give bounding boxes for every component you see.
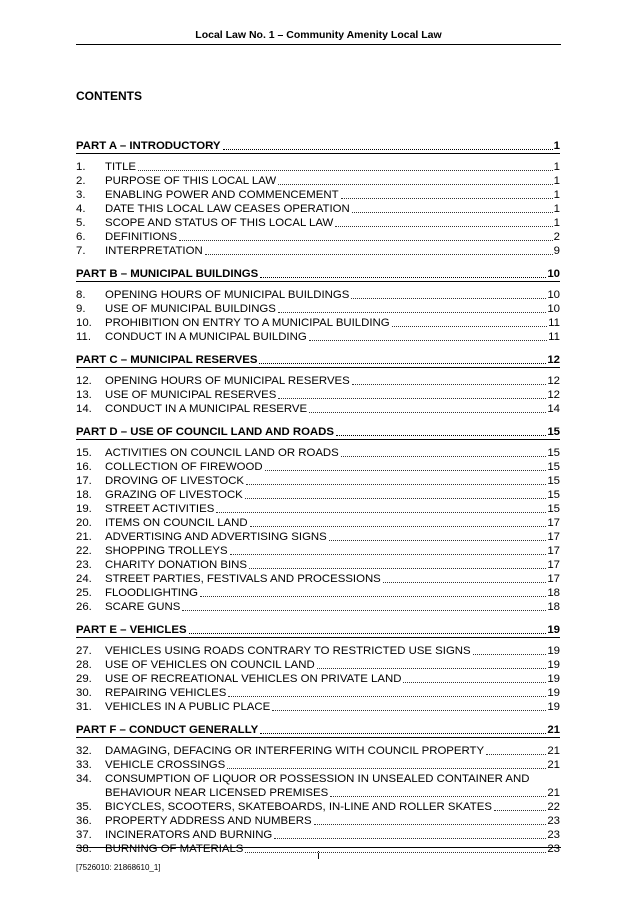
entry-title: USE OF MUNICIPAL BUILDINGS: [105, 303, 276, 315]
contents-heading: CONTENTS: [76, 89, 142, 103]
entry-page: 10: [547, 289, 560, 301]
entry-title: CONDUCT IN A MUNICIPAL RESERVE: [105, 403, 308, 415]
entry-title: DAMAGING, DEFACING OR INTERFERING WITH COUNCIL PROPERTY: [105, 745, 485, 757]
dot-leader: [245, 498, 547, 499]
dot-leader: [228, 696, 546, 697]
entry-title: ADVERTISING AND ADVERTISING SIGNS: [105, 531, 327, 543]
dot-leader: [352, 384, 547, 385]
entry-page: 2: [553, 231, 560, 243]
entry-number: 28.: [76, 659, 92, 671]
running-header: Local Law No. 1 – Community Amenity Local Law: [195, 29, 442, 41]
toc-entry[interactable]: [76, 244, 560, 258]
toc-entry[interactable]: [76, 530, 560, 544]
entry-title: BICYCLES, SCOOTERS, SKATEBOARDS, IN-LINE AND ROLLER SKATES: [105, 801, 492, 813]
toc-entry[interactable]: [76, 600, 560, 614]
entry-title: GRAZING OF LIVESTOCK: [105, 489, 243, 501]
entry-number: 5.: [76, 217, 86, 229]
toc-entry[interactable]: [76, 402, 560, 416]
entry-number: 1.: [76, 161, 86, 173]
dot-leader: [200, 596, 546, 597]
entry-page: 21: [547, 759, 560, 771]
toc-entry[interactable]: [76, 230, 560, 244]
entry-number: 35.: [76, 801, 92, 813]
toc-entry[interactable]: [76, 758, 560, 772]
entry-number: 15.: [76, 447, 92, 459]
entry-title: VEHICLES IN A PUBLIC PLACE: [105, 701, 271, 713]
dot-leader: [250, 526, 547, 527]
toc-entry[interactable]: [76, 288, 560, 302]
entry-number: 30.: [76, 687, 92, 699]
entry-number: 26.: [76, 601, 92, 613]
entry-number: 21.: [76, 531, 92, 543]
toc-entry[interactable]: [76, 814, 560, 828]
entry-number: 11.: [76, 331, 91, 343]
dot-leader: [383, 582, 547, 583]
entry-page: 10: [547, 303, 560, 315]
dot-leader: [309, 340, 547, 341]
entry-page: 15: [547, 447, 560, 459]
entry-title: DEFINITIONS: [105, 231, 178, 243]
dot-leader: [189, 633, 547, 634]
dot-leader: [335, 226, 552, 227]
toc-entry[interactable]: [76, 302, 560, 316]
dot-leader: [317, 668, 547, 669]
entry-number: 13.: [76, 389, 92, 401]
entry-title: ITEMS ON COUNCIL LAND: [105, 517, 248, 529]
part-page: 1: [553, 140, 560, 152]
toc-entry[interactable]: [76, 216, 560, 230]
entry-number: 16.: [76, 461, 92, 473]
toc-entry[interactable]: [76, 330, 560, 344]
entry-page: 11: [548, 317, 560, 329]
entry-page: 14: [547, 403, 560, 415]
entry-page: 1: [553, 161, 560, 173]
entry-title: STREET PARTIES, FESTIVALS AND PROCESSIONS: [105, 573, 381, 585]
entry-title: VEHICLES USING ROADS CONTRARY TO RESTRICTED USE SIGNS: [105, 645, 471, 657]
entry-title: CONDUCT IN A MUNICIPAL BUILDING: [105, 331, 307, 343]
entry-title: PURPOSE OF THIS LOCAL LAW: [105, 175, 277, 187]
entry-number: 18.: [76, 489, 92, 501]
entry-body: [105, 772, 560, 800]
entry-title: CONSUMPTION OF LIQUOR OR POSSESSION IN UNSEALED CONTAINER AND: [105, 773, 530, 785]
entry-page: 19: [547, 687, 560, 699]
entry-page: 9: [553, 245, 560, 257]
toc-entry[interactable]: [76, 446, 560, 460]
dot-leader: [330, 796, 546, 797]
toc-entry[interactable]: [76, 772, 560, 800]
entry-page: 17: [547, 531, 560, 543]
entry-number: 20.: [76, 517, 92, 529]
entry-number: 37.: [76, 829, 92, 841]
entry-page: 22: [547, 801, 560, 813]
entry-page: 21: [547, 787, 560, 799]
toc-part-heading[interactable]: [76, 347, 560, 368]
toc-entry[interactable]: [76, 800, 560, 814]
entry-page: 23: [547, 815, 560, 827]
entry-page: 15: [547, 489, 560, 501]
entry-page: 12: [547, 375, 560, 387]
dot-leader: [179, 240, 553, 241]
document-id: [7526010: 21868610_1]: [76, 863, 161, 872]
entry-title: USE OF MUNICIPAL RESERVES: [105, 389, 277, 401]
part-page: 19: [547, 624, 560, 636]
entry-title: ENABLING POWER AND COMMENCEMENT: [105, 189, 339, 201]
dot-leader: [278, 398, 546, 399]
entry-page: 17: [547, 517, 560, 529]
entry-title: FLOODLIGHTING: [105, 587, 199, 599]
entry-title: INCINERATORS AND BURNING: [105, 829, 273, 841]
footer-rule: [76, 847, 561, 848]
dot-leader: [341, 198, 553, 199]
entry-page: 23: [547, 829, 560, 841]
entry-title: SCOPE AND STATUS OF THIS LOCAL LAW: [105, 217, 334, 229]
toc-entry[interactable]: [76, 516, 560, 530]
entry-number: 10.: [76, 317, 92, 329]
entry-page: 19: [547, 659, 560, 671]
dot-leader: [259, 363, 546, 364]
dot-leader: [274, 838, 546, 839]
toc-entry[interactable]: [76, 374, 560, 388]
dot-leader: [230, 554, 547, 555]
entry-page: 17: [547, 559, 560, 571]
entry-number: 8.: [76, 289, 86, 301]
entry-title: REPAIRING VEHICLES: [105, 687, 227, 699]
entry-page: 11: [548, 331, 560, 343]
entry-number: 2.: [76, 175, 86, 187]
entry-title: SCARE GUNS: [105, 601, 181, 613]
entry-number: 9.: [76, 303, 86, 315]
part-page: 12: [547, 354, 560, 366]
dot-leader: [278, 184, 553, 185]
toc-entry[interactable]: [76, 174, 560, 188]
entry-title: STREET ACTIVITIES: [105, 503, 215, 515]
dot-leader: [182, 610, 546, 611]
entry-number: 7.: [76, 245, 86, 257]
dot-leader: [227, 768, 546, 769]
toc-part-heading[interactable]: [76, 419, 560, 440]
dot-leader: [352, 212, 553, 213]
entry-page: 15: [547, 461, 560, 473]
entry-number: 27.: [76, 645, 92, 657]
entry-page: 18: [547, 601, 560, 613]
header-rule: [76, 44, 561, 45]
dot-leader: [138, 170, 553, 171]
toc-entry[interactable]: [76, 388, 560, 402]
part-title: PART C – MUNICIPAL RESERVES: [76, 354, 258, 366]
toc-entry[interactable]: [76, 572, 560, 586]
entry-title: COLLECTION OF FIREWOOD: [105, 461, 263, 473]
entry-page: 1: [553, 203, 560, 215]
dot-leader: [265, 470, 547, 471]
toc-entry[interactable]: [76, 188, 560, 202]
entry-title: USE OF VEHICLES ON COUNCIL LAND: [105, 659, 315, 671]
part-title: PART D – USE OF COUNCIL LAND AND ROADS: [76, 426, 334, 438]
dot-leader: [336, 435, 546, 436]
part-page: 10: [547, 268, 560, 280]
entry-title: INTERPRETATION: [105, 245, 203, 257]
entry-title: CHARITY DONATION BINS: [105, 559, 247, 571]
entry-number: 3.: [76, 189, 86, 201]
toc-entry[interactable]: [76, 316, 560, 330]
entry-page: 19: [547, 645, 560, 657]
entry-number: 25.: [76, 587, 92, 599]
toc-entry[interactable]: [76, 744, 560, 758]
toc-part-heading[interactable]: [76, 717, 560, 738]
dot-leader: [329, 540, 547, 541]
entry-title-continued: [105, 786, 560, 800]
dot-leader: [403, 682, 546, 683]
entry-title: PROPERTY ADDRESS AND NUMBERS: [105, 815, 312, 827]
toc-entry[interactable]: [76, 558, 560, 572]
entry-number: 19.: [76, 503, 92, 515]
entry-page: 18: [547, 587, 560, 599]
entry-number: 24.: [76, 573, 92, 585]
entry-title: VEHICLE CROSSINGS: [105, 759, 226, 771]
entry-page: 1: [553, 175, 560, 187]
part-title: PART B – MUNICIPAL BUILDINGS: [76, 268, 259, 280]
entry-title: USE OF RECREATIONAL VEHICLES ON PRIVATE LAND: [105, 673, 402, 685]
entry-title: TITLE: [105, 161, 137, 173]
toc-entry[interactable]: [76, 672, 560, 686]
entry-page: 19: [547, 701, 560, 713]
entry-page: 12: [547, 389, 560, 401]
entry-number: 22.: [76, 545, 92, 557]
entry-number: 4.: [76, 203, 86, 215]
toc-entry[interactable]: [76, 644, 560, 658]
toc-entry[interactable]: [76, 658, 560, 672]
entry-title: OPENING HOURS OF MUNICIPAL BUILDINGS: [105, 289, 350, 301]
dot-leader: [473, 654, 547, 655]
dot-leader: [249, 568, 546, 569]
entry-title: ACTIVITIES ON COUNCIL LAND OR ROADS: [105, 447, 339, 459]
entry-number: 36.: [76, 815, 92, 827]
dot-leader: [260, 277, 546, 278]
toc-entry[interactable]: [76, 700, 560, 714]
dot-leader: [314, 824, 547, 825]
toc-entry[interactable]: [76, 586, 560, 600]
entry-title: BURNING OF MATERIALS: [105, 843, 244, 855]
page-number: i: [317, 850, 320, 862]
toc-entry[interactable]: [76, 474, 560, 488]
toc-entry[interactable]: [76, 460, 560, 474]
entry-page: 19: [547, 673, 560, 685]
dot-leader: [278, 312, 546, 313]
dot-leader: [272, 710, 546, 711]
dot-leader: [216, 512, 546, 513]
entry-number: 34.: [76, 773, 92, 785]
entry-number: 38.: [76, 843, 92, 855]
entry-title: OPENING HOURS OF MUNICIPAL RESERVES: [105, 375, 350, 387]
entry-title: DATE THIS LOCAL LAW CEASES OPERATION: [105, 203, 350, 215]
dot-leader: [309, 412, 546, 413]
dot-leader: [351, 298, 546, 299]
entry-title: PROHIBITION ON ENTRY TO A MUNICIPAL BUILDING: [105, 317, 390, 329]
entry-title-line2: BEHAVIOUR NEAR LICENSED PREMISES: [105, 787, 329, 799]
entry-title: SHOPPING TROLLEYS: [105, 545, 228, 557]
entry-number: 17.: [76, 475, 92, 487]
dot-leader: [494, 810, 546, 811]
toc-entry[interactable]: [76, 686, 560, 700]
entry-number: 12.: [76, 375, 92, 387]
toc-part-heading[interactable]: [76, 261, 560, 282]
dot-leader: [341, 456, 547, 457]
dot-leader: [392, 326, 548, 327]
entry-number: 33.: [76, 759, 92, 771]
toc-part-heading[interactable]: [76, 133, 560, 154]
toc-part-heading[interactable]: [76, 617, 560, 638]
table-of-contents: [76, 133, 560, 859]
entry-page: 23: [547, 843, 560, 855]
dot-leader: [223, 149, 553, 150]
entry-page: 15: [547, 503, 560, 515]
dot-leader: [486, 754, 546, 755]
part-title: PART F – CONDUCT GENERALLY: [76, 724, 259, 736]
entry-page: 17: [547, 545, 560, 557]
part-page: 21: [547, 724, 560, 736]
entry-page: 17: [547, 573, 560, 585]
part-page: 15: [547, 426, 560, 438]
toc-entry[interactable]: [76, 502, 560, 516]
toc-entry[interactable]: [76, 160, 560, 174]
entry-number: 32.: [76, 745, 92, 757]
part-title: PART E – VEHICLES: [76, 624, 187, 636]
toc-entry[interactable]: [76, 544, 560, 558]
dot-leader: [246, 484, 546, 485]
toc-entry[interactable]: [76, 488, 560, 502]
entry-title: DROVING OF LIVESTOCK: [105, 475, 245, 487]
entry-number: 23.: [76, 559, 92, 571]
dot-leader: [260, 733, 546, 734]
entry-page: 21: [547, 745, 560, 757]
entry-page: 1: [553, 189, 560, 201]
part-title: PART A – INTRODUCTORY: [76, 140, 221, 152]
entry-number: 29.: [76, 673, 92, 685]
entry-page: 15: [547, 475, 560, 487]
toc-entry[interactable]: [76, 828, 560, 842]
entry-page: 1: [553, 217, 560, 229]
entry-number: 31.: [76, 701, 92, 713]
entry-number: 14.: [76, 403, 92, 415]
dot-leader: [205, 254, 553, 255]
entry-number: 6.: [76, 231, 86, 243]
toc-entry[interactable]: [76, 202, 560, 216]
